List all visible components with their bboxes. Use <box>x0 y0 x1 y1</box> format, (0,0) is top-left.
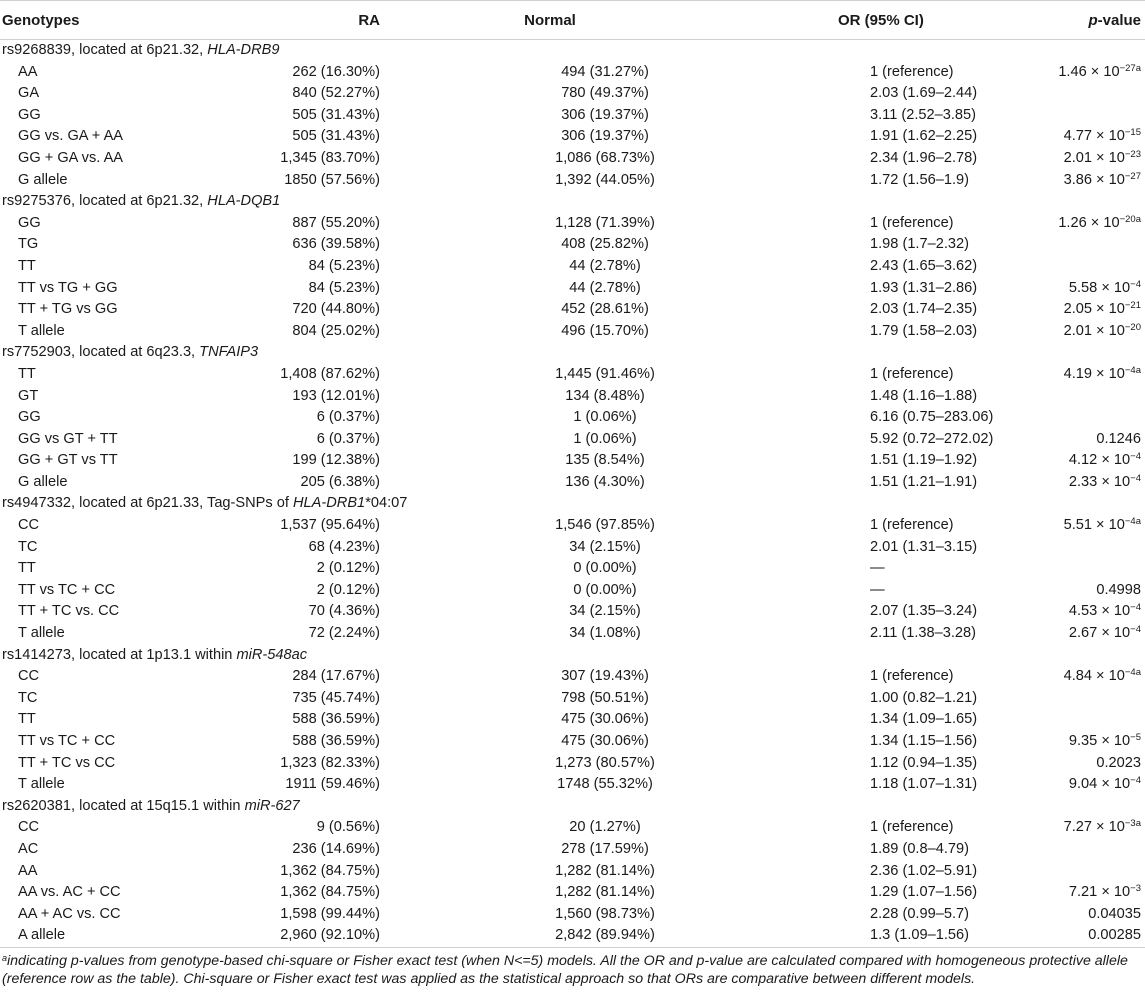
p-value-cell <box>1020 817 1145 839</box>
p-value-cell <box>1020 364 1145 386</box>
p-value-cell <box>1020 839 1145 861</box>
table-row <box>0 429 1145 451</box>
table-row <box>0 386 1145 408</box>
odds-ratio-cell: 2.36 (1.02–5.91) <box>870 862 978 879</box>
normal-cell: 136 (4.30%) <box>565 473 645 490</box>
p-value-cell <box>1020 861 1145 883</box>
genotype-cell: TT + TC vs CC <box>18 754 116 771</box>
table-row <box>0 126 1145 148</box>
p-value-cell <box>1020 558 1145 580</box>
ra-cell: 193 (12.01%) <box>292 387 380 404</box>
p-value-base: 9.04 × 10 <box>1068 776 1131 793</box>
odds-ratio-cell: 1.34 (1.15–1.56) <box>870 733 978 749</box>
odds-ratio-cell: — <box>870 560 885 577</box>
p-value-exponent: −5 <box>1130 732 1141 743</box>
table-row <box>0 580 1145 602</box>
odds-ratio-cell: 2.11 (1.38–3.28) <box>870 625 977 642</box>
group-header-row <box>0 40 1145 62</box>
p-value-cell <box>1020 126 1145 148</box>
p-value-base: 7.21 × 10 <box>1068 884 1131 901</box>
odds-ratio-cell: 2.28 (0.99–5.7) <box>870 905 969 922</box>
p-value-exponent: −4 <box>1130 602 1141 614</box>
table-row <box>0 170 1145 192</box>
genotype-cell: TT + TG vs GG <box>18 301 118 318</box>
snp-location-text: rs9268839, located at 6p21.32, <box>2 42 208 58</box>
odds-ratio-cell: 3.11 (2.52–3.85) <box>870 106 977 123</box>
header-row <box>0 1 1145 40</box>
p-value-base: 3.86 × 10 <box>1063 171 1125 188</box>
genotype-cell: TT <box>18 711 36 728</box>
genotype-cell: G allele <box>18 171 68 188</box>
p-value-cell <box>1020 170 1145 192</box>
snp-location-text: rs4947332, located at 6p21.33, Tag-SNPs of <box>2 495 293 512</box>
ra-cell: 6 (0.37%) <box>316 430 380 447</box>
p-value-cell <box>1020 429 1145 451</box>
genotype-cell: TC <box>18 689 38 706</box>
p-value-base: 2.33 × 10 <box>1068 473 1131 490</box>
normal-cell: 306 (19.37%) <box>561 106 649 123</box>
p-value-cell <box>1020 62 1145 84</box>
normal-cell: 1,273 (80.57%) <box>555 754 655 771</box>
p-value-exponent: −27a <box>1119 62 1141 74</box>
p-value-base: 2.01 × 10 <box>1063 322 1125 339</box>
normal-cell: 1 (0.06%) <box>573 409 637 426</box>
p-value-base: 1.26 × 10 <box>1058 214 1120 231</box>
table-row <box>0 688 1145 710</box>
odds-ratio-cell: 1.12 (0.94–1.35) <box>870 754 978 771</box>
odds-ratio-cell: 1.3 (1.09–1.56) <box>720 925 1020 947</box>
ra-cell: 1,598 (99.44%) <box>280 905 380 922</box>
ra-cell: 1,345 (83.70%) <box>280 149 380 166</box>
p-value-cell <box>1020 148 1145 170</box>
p-value-exponent: −23 <box>1124 148 1141 160</box>
group-header-row <box>0 796 1145 818</box>
ra-cell: 262 (16.30%) <box>292 63 380 80</box>
table-row <box>0 213 1145 235</box>
table-row <box>0 558 1145 580</box>
p-value-base: 0.4998 <box>1096 581 1141 598</box>
p-value-base: 5.51 × 10 <box>1063 517 1125 534</box>
p-value-exponent: −3 <box>1130 883 1141 895</box>
odds-ratio-cell: 1.34 (1.09–1.65) <box>870 711 978 728</box>
p-value-exponent: −4 <box>1130 451 1141 463</box>
group-header-row <box>0 342 1145 364</box>
genotype-cell: TT vs TC + CC <box>18 581 116 598</box>
group-title-cell <box>0 796 1145 818</box>
snp-location-text: rs9275376, located at 6p21.32, <box>2 193 208 210</box>
normal-cell: 278 (17.59%) <box>561 840 649 857</box>
normal-cell: 34 (2.15%) <box>569 538 641 555</box>
p-value-exponent: −4 <box>1130 472 1141 484</box>
p-value-base: 9.35 × 10 <box>1068 733 1131 749</box>
p-value-cell <box>1020 537 1145 559</box>
normal-cell: 0 (0.00%) <box>573 581 637 598</box>
normal-cell: 44 (2.78%) <box>569 279 641 296</box>
odds-ratio-cell: 2.07 (1.35–3.24) <box>870 603 978 620</box>
normal-cell: 1,560 (98.73%) <box>555 905 655 922</box>
odds-ratio-cell: 2.03 (1.74–2.35) <box>870 301 978 318</box>
table-row <box>0 105 1145 127</box>
normal-cell: 307 (19.43%) <box>561 668 649 685</box>
genotype-cell: GG <box>18 106 41 123</box>
p-value-base: 2.01 × 10 <box>1063 149 1125 166</box>
ra-cell: 236 (14.69%) <box>292 840 380 857</box>
gene-name: HLA-DQB1 <box>207 193 281 210</box>
ra-cell: 68 (4.23%) <box>308 538 380 555</box>
odds-ratio-cell: 1.79 (1.58–2.03) <box>870 322 978 339</box>
gene-suffix: *04:07 <box>365 495 408 512</box>
p-value-exponent: −4a <box>1124 667 1141 679</box>
odds-ratio-cell: 1.98 (1.7–2.32) <box>870 236 969 253</box>
table-row <box>0 537 1145 559</box>
p-value-cell <box>1020 601 1145 623</box>
genotype-cell: AC <box>18 840 39 857</box>
table-row <box>0 839 1145 861</box>
table-header <box>0 1 1145 40</box>
genotype-cell: G allele <box>18 473 68 490</box>
odds-ratio-cell: 1 (reference) <box>870 365 954 382</box>
table-row <box>0 731 1145 753</box>
odds-ratio-cell: 2.01 (1.31–3.15) <box>870 538 978 555</box>
odds-ratio-cell: 2.03 (1.69–2.44) <box>870 85 978 102</box>
normal-cell: 1,392 (44.05%) <box>555 171 655 188</box>
normal-cell: 20 (1.27%) <box>569 819 641 836</box>
genotype-cell: TT <box>18 560 36 577</box>
p-value-cell <box>1020 666 1145 688</box>
ra-cell: 1,323 (82.33%) <box>280 754 380 771</box>
normal-cell: 494 (31.27%) <box>561 63 649 80</box>
odds-ratio-cell: 1.51 (1.21–1.91) <box>870 473 978 490</box>
p-value-cell <box>1020 407 1145 429</box>
normal-cell: 1,445 (91.46%) <box>555 365 655 382</box>
table-row <box>0 753 1145 775</box>
genotype-cell: TC <box>18 538 38 555</box>
genotype-cell: TT <box>18 257 36 274</box>
p-value-cell <box>1020 753 1145 775</box>
footnote-text: indicating p-values from genotype-based chi-square or Fisher exact test (when N<=5) models. All the OR and p-value are calculated compared with homogeneous protective allele (reference row as the table). Chi-square or Fisher exact test was applied as the statistical approach so that ORs are comparative between different models. <box>2 952 1128 987</box>
gene-name: HLA-DRB9 <box>207 42 280 58</box>
ra-cell: 735 (45.74%) <box>292 689 380 706</box>
p-value-cell <box>1020 688 1145 710</box>
p-value-cell <box>1020 472 1145 494</box>
group-title-cell <box>0 40 1145 62</box>
p-value-cell <box>1020 709 1145 731</box>
table-row <box>0 83 1145 105</box>
table-row <box>0 321 1145 343</box>
p-value-exponent: −27 <box>1124 170 1141 182</box>
p-value-exponent: −4a <box>1124 516 1141 528</box>
odds-ratio-cell: 1.18 (1.07–1.31) <box>870 776 978 793</box>
ra-cell: 887 (55.20%) <box>292 214 380 231</box>
p-value-cell <box>1020 234 1145 256</box>
genotype-cell: GA <box>18 85 40 102</box>
p-value-base: 7.27 × 10 <box>1063 819 1125 836</box>
ra-cell: 804 (25.02%) <box>292 322 380 339</box>
normal-cell: 780 (49.37%) <box>561 85 649 102</box>
p-value-cell <box>1020 882 1145 904</box>
normal-cell: 34 (2.15%) <box>569 603 641 620</box>
ra-cell: 636 (39.58%) <box>292 236 380 253</box>
ra-cell: 1,362 (84.75%) <box>280 862 380 879</box>
p-value-base: 2.05 × 10 <box>1063 301 1125 318</box>
odds-ratio-cell: 1.89 (0.8–4.79) <box>870 840 969 857</box>
genotype-cell: GG + GA vs. AA <box>18 149 124 166</box>
p-value-base: 4.19 × 10 <box>1063 365 1125 382</box>
p-value-base: 4.12 × 10 <box>1068 452 1131 469</box>
table-row <box>0 62 1145 84</box>
normal-cell: 44 (2.78%) <box>569 257 641 274</box>
genotype-cell: GG vs. GA + AA <box>18 128 124 145</box>
ra-cell: 205 (6.38%) <box>300 473 380 490</box>
genotype-cell: GG + GT vs TT <box>18 452 118 469</box>
p-value-base: 4.84 × 10 <box>1063 668 1125 685</box>
snp-location-text: rs2620381, located at 15q15.1 within <box>2 797 245 814</box>
table-row <box>0 623 1145 645</box>
group-title-cell <box>0 342 1145 364</box>
p-value-cell <box>1020 731 1145 753</box>
p-value-cell <box>1020 299 1145 321</box>
normal-cell: 475 (30.06%) <box>561 711 649 728</box>
odds-ratio-cell: 1.48 (1.16–1.88) <box>870 387 978 404</box>
p-value-exponent: −20a <box>1119 213 1141 225</box>
odds-ratio-cell: 1.93 (1.31–2.86) <box>870 279 978 296</box>
normal-cell: 135 (8.54%) <box>565 452 645 469</box>
ra-cell: 1,537 (95.64%) <box>280 517 380 534</box>
gene-name: TNFAIP3 <box>199 344 259 361</box>
genotype-cell: AA + AC vs. CC <box>18 905 121 922</box>
genotype-cell: GG vs GT + TT <box>18 430 118 447</box>
odds-ratio-cell: 6.16 (0.75–283.06) <box>870 409 994 426</box>
genotype-cell: TT vs TG + GG <box>18 279 118 296</box>
ra-cell: 1,362 (84.75%) <box>280 884 380 901</box>
group-header-row <box>0 645 1145 667</box>
gene-name: miR-548ac <box>236 646 308 663</box>
group-title-cell <box>0 191 1145 213</box>
genotype-cell: CC <box>18 668 40 685</box>
p-value-cell <box>1020 256 1145 278</box>
p-value-base: 1.46 × 10 <box>1058 63 1120 80</box>
table-row <box>0 299 1145 321</box>
normal-cell: 134 (8.48%) <box>565 387 645 404</box>
genotype-cell: GG <box>18 214 41 231</box>
ra-cell: 1,408 (87.62%) <box>280 365 380 382</box>
genotype-cell: GG <box>18 409 41 426</box>
header-genotypes: Genotypes <box>0 1 210 40</box>
p-value-exponent: −4 <box>1130 775 1141 787</box>
ra-cell: 840 (52.27%) <box>292 85 380 102</box>
genotype-cell: AA <box>18 862 38 879</box>
ra-cell: 2 (0.12%) <box>316 560 380 577</box>
p-value-exponent: −4 <box>1130 278 1141 290</box>
normal-cell: 1748 (55.32%) <box>557 776 653 793</box>
gene-name: HLA-DRB1 <box>293 495 366 512</box>
table-row <box>0 450 1145 472</box>
p-value-base: 0.04035 <box>1088 905 1141 922</box>
genotype-cell: T allele <box>18 322 65 339</box>
p-value-base: 0.1246 <box>1096 430 1141 447</box>
table-row <box>0 861 1145 883</box>
header-normal: Normal <box>380 1 720 40</box>
p-value-cell <box>1020 623 1145 645</box>
table-footnote <box>0 948 1145 988</box>
odds-ratio-cell: 1.29 (1.07–1.56) <box>870 884 978 901</box>
odds-ratio-cell: 1 (reference) <box>870 517 954 534</box>
p-value-base: 4.77 × 10 <box>1063 128 1125 145</box>
genotype-cell: TG <box>18 236 39 253</box>
header-or: OR (95% CI) <box>720 1 1020 40</box>
genotype-cell: CC <box>18 819 40 836</box>
normal-cell: 496 (15.70%) <box>561 322 649 339</box>
genotype-cell: AA <box>18 63 38 80</box>
odds-ratio-cell: 1.91 (1.62–2.25) <box>870 128 978 145</box>
odds-ratio-cell: 5.92 (0.72–272.02) <box>870 430 994 447</box>
ra-cell: 84 (5.23%) <box>308 279 380 296</box>
ra-cell: 2 (0.12%) <box>316 581 380 598</box>
p-value-cell <box>1020 515 1145 537</box>
group-title-cell <box>0 645 1145 667</box>
p-value-cell <box>1020 925 1145 947</box>
p-value-cell <box>1020 580 1145 602</box>
header-p-rest: -value <box>1097 11 1141 29</box>
table-row <box>0 709 1145 731</box>
group-header-row <box>0 191 1145 213</box>
table-row <box>0 515 1145 537</box>
p-value-cell <box>1020 278 1145 300</box>
odds-ratio-cell: 1.72 (1.56–1.9) <box>870 171 969 188</box>
genotype-cell: TT vs TC + CC <box>18 733 116 749</box>
odds-ratio-cell: 1 (reference) <box>870 819 954 836</box>
normal-cell: 1,128 (71.39%) <box>555 214 655 231</box>
genotype-cell: CC <box>18 517 40 534</box>
odds-ratio-cell: 1.00 (0.82–1.21) <box>870 689 978 706</box>
ra-cell: 2,960 (92.10%) <box>210 925 380 947</box>
ra-cell: 588 (36.59%) <box>292 711 380 728</box>
ra-cell: 505 (31.43%) <box>292 106 380 123</box>
normal-cell: 475 (30.06%) <box>561 733 649 749</box>
p-value-cell <box>1020 321 1145 343</box>
genotype-cell: TT <box>18 365 36 382</box>
odds-ratio-cell: 1 (reference) <box>870 214 954 231</box>
odds-ratio-cell: 1.51 (1.19–1.92) <box>870 452 978 469</box>
p-value-cell <box>1020 105 1145 127</box>
header-p-letter: p <box>1088 11 1098 29</box>
normal-cell: 408 (25.82%) <box>561 236 649 253</box>
table-row <box>0 904 1145 926</box>
ra-cell: 284 (17.67%) <box>292 668 380 685</box>
p-value-base: 4.53 × 10 <box>1068 603 1131 620</box>
table-row <box>0 364 1145 386</box>
header-p-value <box>1020 1 1145 40</box>
odds-ratio-cell: — <box>870 581 885 598</box>
snp-location-text: rs1414273, located at 1p13.1 within <box>2 646 237 663</box>
normal-cell: 1,546 (97.85%) <box>555 517 655 534</box>
table-row <box>0 774 1145 796</box>
table-row <box>0 234 1145 256</box>
p-value-exponent: −4 <box>1130 624 1141 636</box>
ra-cell: 84 (5.23%) <box>308 257 380 274</box>
table-row <box>0 407 1145 429</box>
p-value-exponent: −4a <box>1124 364 1141 376</box>
table-row <box>0 882 1145 904</box>
normal-cell: 1,282 (81.14%) <box>555 884 655 901</box>
ra-cell: 72 (2.24%) <box>308 625 380 642</box>
normal-cell: 1 (0.06%) <box>573 430 637 447</box>
p-value-cell <box>1020 450 1145 472</box>
p-value-exponent: −3a <box>1124 818 1141 830</box>
ra-cell: 199 (12.38%) <box>292 452 380 469</box>
group-header-row <box>0 493 1145 515</box>
normal-cell: 0 (0.00%) <box>573 560 637 577</box>
snp-location-text: rs7752903, located at 6q23.3, <box>2 344 200 361</box>
table-row <box>0 601 1145 623</box>
ra-cell: 6 (0.37%) <box>316 409 380 426</box>
gene-name: miR-627 <box>244 797 300 814</box>
table-row <box>0 256 1145 278</box>
p-value-base: 5.58 × 10 <box>1068 279 1131 296</box>
normal-cell: 1,282 (81.14%) <box>555 862 655 879</box>
normal-cell: 34 (1.08%) <box>569 625 641 642</box>
odds-ratio-cell: 1 (reference) <box>870 63 954 80</box>
odds-ratio-cell: 2.43 (1.65–3.62) <box>870 257 978 274</box>
p-value-cell <box>1020 774 1145 796</box>
table-body <box>0 40 1145 948</box>
normal-cell: 306 (19.37%) <box>561 128 649 145</box>
normal-cell: 1,086 (68.73%) <box>555 149 655 166</box>
p-value-base: 0.2023 <box>1096 754 1141 771</box>
ra-cell: 588 (36.59%) <box>292 733 380 749</box>
genotype-cell: TT + TC vs. CC <box>18 603 120 620</box>
header-ra: RA <box>210 1 380 40</box>
normal-cell: 452 (28.61%) <box>561 301 649 318</box>
genotype-cell: A allele <box>0 925 210 947</box>
ra-cell: 9 (0.56%) <box>316 819 380 836</box>
odds-ratio-cell: 2.34 (1.96–2.78) <box>870 149 978 166</box>
p-value-base: 2.67 × 10 <box>1068 625 1131 642</box>
ra-cell: 1911 (59.46%) <box>285 776 380 793</box>
ra-cell: 720 (44.80%) <box>292 301 380 318</box>
p-value-exponent: −21 <box>1124 300 1141 312</box>
table-row <box>0 278 1145 300</box>
p-value-cell <box>1020 213 1145 235</box>
p-value-cell <box>1020 386 1145 408</box>
ra-cell: 70 (4.36%) <box>308 603 380 620</box>
normal-cell: 2,842 (89.94%) <box>380 925 720 947</box>
table-row <box>0 817 1145 839</box>
genotype-cell: GT <box>18 387 39 404</box>
p-value-cell <box>1020 83 1145 105</box>
table-row <box>0 925 1145 947</box>
table-row <box>0 148 1145 170</box>
p-value-base: 0.00285 <box>1088 927 1141 944</box>
genotype-cell: T allele <box>18 625 65 642</box>
table-row <box>0 666 1145 688</box>
group-title-cell <box>0 493 1145 515</box>
ra-cell: 1850 (57.56%) <box>284 171 380 188</box>
genotype-cell: T allele <box>18 776 65 793</box>
table-row <box>0 472 1145 494</box>
normal-cell: 798 (50.51%) <box>561 689 649 706</box>
ra-cell: 505 (31.43%) <box>292 128 380 145</box>
footnote-mark: a <box>2 952 8 963</box>
p-value-exponent: −20 <box>1124 321 1141 333</box>
p-value-exponent: −15 <box>1124 127 1141 139</box>
genotype-cell: AA vs. AC + CC <box>18 884 121 901</box>
odds-ratio-cell: 1 (reference) <box>870 668 954 685</box>
p-value-cell <box>1020 904 1145 926</box>
